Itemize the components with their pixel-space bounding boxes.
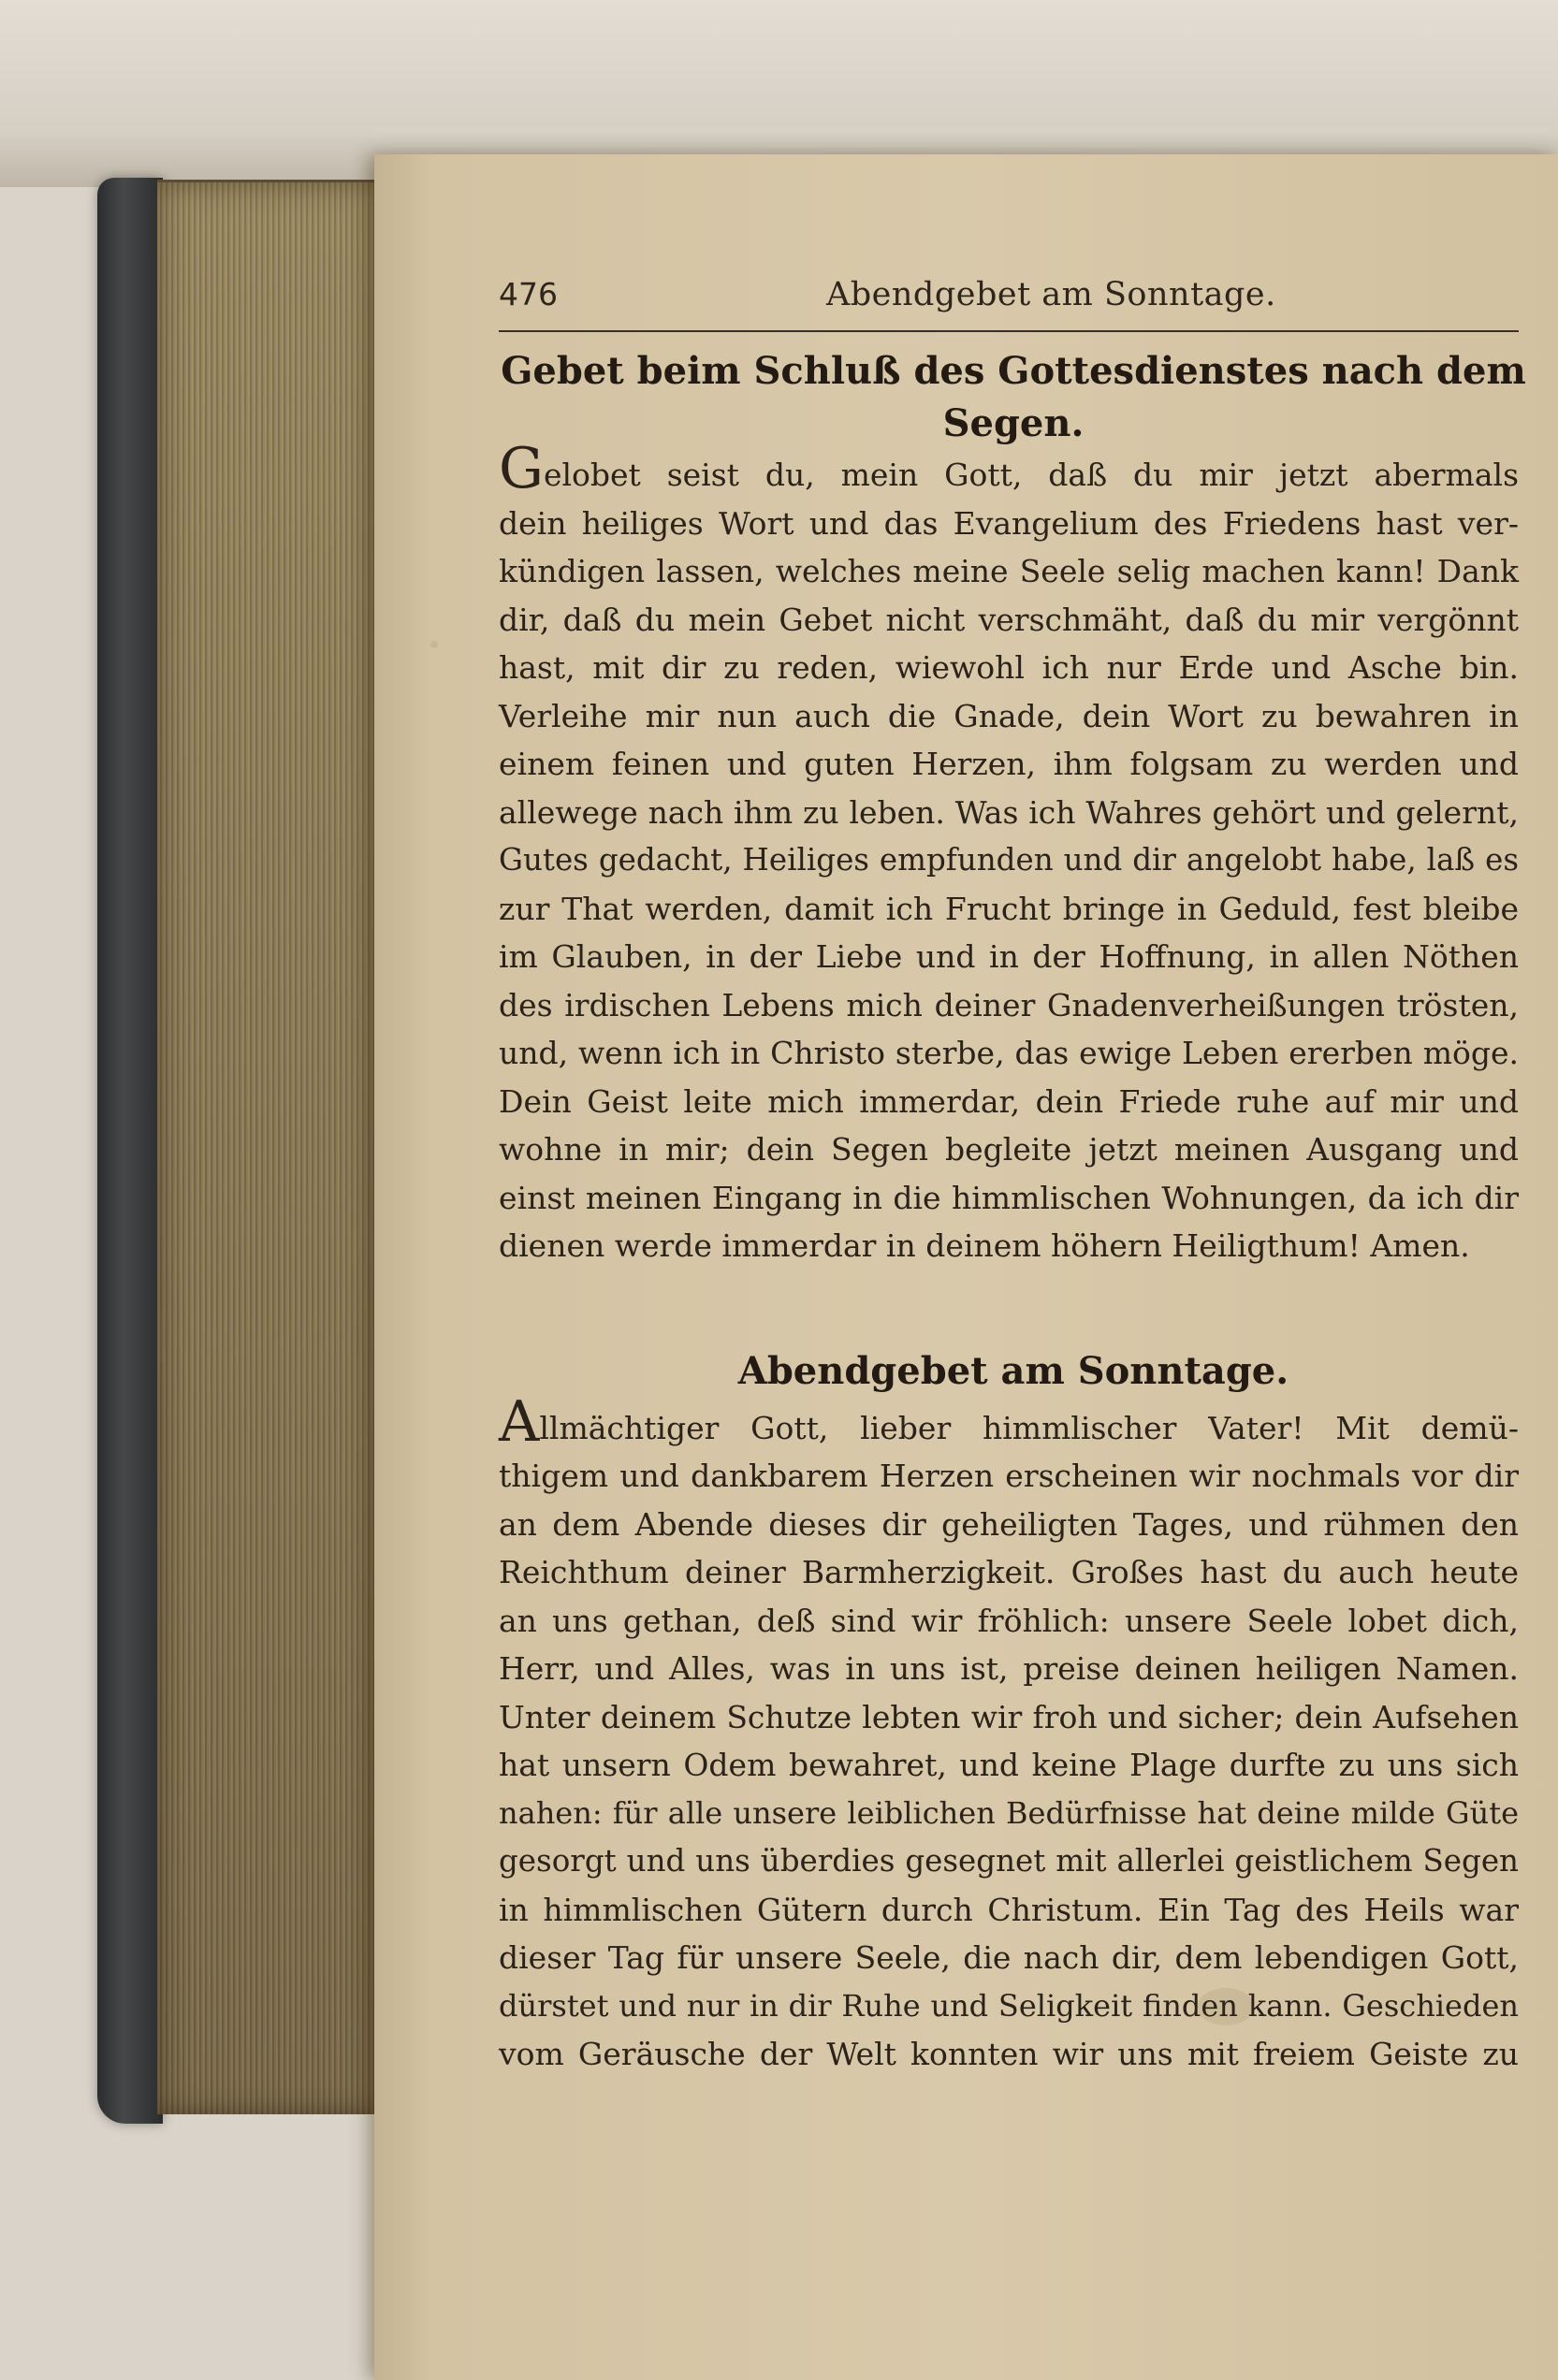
line-text: thigem und dankbarem Herzen erscheinen wir nochmals vor dir [499, 1458, 1519, 1494]
line-text: Gutes gedacht, Heiliges empfunden und dir angelobt habe, laß es [499, 842, 1519, 878]
text-line [499, 1029, 1519, 1078]
line-text: einem feinen und guten Herzen, ihm folgsam zu werden und [499, 746, 1519, 782]
running-head [499, 276, 1528, 323]
page-number: 476 [499, 276, 558, 312]
text-line [499, 1174, 1519, 1223]
line-text: wohne in mir; dein Segen begleite jetzt meinen Ausgang und [499, 1131, 1519, 1168]
heading-line-2: Segen. [942, 401, 1085, 445]
prayer-text-1 [499, 436, 1528, 1270]
text-line [499, 1645, 1519, 1693]
line-text: zur That werden, damit ich Frucht bringe in Geduld, fest bleibe [499, 890, 1519, 927]
text-line [499, 1222, 1519, 1270]
prayer-text-2 [499, 1388, 1528, 2079]
text-line [499, 1837, 1519, 1886]
text-line [499, 933, 1519, 981]
line-text: Herr, und Alles, was in uns ist, preise deinen heiligen Namen. [499, 1650, 1519, 1687]
line-text: elobet seist du, mein Gott, daß du mir jetzt abermals [543, 457, 1519, 493]
book-page [374, 154, 1558, 2380]
text-line [499, 1078, 1519, 1126]
line-text: kündigen lassen, welches meine Seele selig machen kann! Dank [499, 553, 1519, 589]
header-rule [499, 330, 1519, 332]
line-text: gesorgt und uns überdies gesegnet mit allerlei geistlichem Segen [499, 1843, 1519, 1879]
text-line [499, 1125, 1519, 1174]
text-line [499, 644, 1519, 692]
paper-spot [430, 641, 438, 648]
line-text: hat unsern Odem bewahret, und keine Plage durfte zu uns sich [499, 1747, 1519, 1783]
text-line [499, 1452, 1519, 1501]
line-text: dein heiliges Wort und das Evangelium des Friedens hast ver- [499, 504, 1519, 542]
heading-line-1: Gebet beim Schluß des Gottesdienstes nach dem [501, 349, 1526, 393]
line-text: im Glauben, in der Liebe und in der Hoffnung, in allen Nöthen [499, 938, 1519, 975]
text-line [499, 981, 1519, 1030]
text-line [499, 692, 1519, 741]
line-text: llmächtiger Gott, lieber himmlischer Vater! Mit demü- [539, 1409, 1519, 1446]
line-text: Reichthum deiner Barmherzigkeit. Großes hast du auch heute [499, 1554, 1519, 1590]
line-text: des irdischen Lebens mich deiner Gnadenverheißungen trösten, [499, 986, 1519, 1023]
line-text: vom Geräusche der Welt konnten wir uns mit freiem Geiste zu [499, 2036, 1519, 2072]
line-text: Verleihe mir nun auch die Gnade, dein Wort zu bewahren in [499, 697, 1519, 734]
text-line [499, 740, 1519, 789]
line-text: allewege nach ihm zu leben. Was ich Wahres gehört und gelernt, [499, 793, 1519, 831]
text-line [499, 596, 1519, 645]
text-line [499, 2030, 1519, 2079]
page-edges [157, 180, 382, 2114]
line-text: dienen werde immerdar in deinem höhern Heiligthum! Amen. [499, 1227, 1470, 1264]
text-line [499, 1693, 1519, 1742]
line-text: dieser Tag für unsere Seele, die nach dir, dem lebendigen Gott, [499, 1939, 1519, 1976]
initial-letter: G [499, 436, 544, 501]
line-text: dir, daß du mein Gebet nicht verschmäht, daß du mir vergönnt [499, 601, 1519, 638]
text-line [499, 1934, 1519, 1982]
line-text: Dein Geist leite mich immerdar, dein Friede ruhe auf mir und [499, 1082, 1519, 1120]
text-line [499, 1501, 1519, 1549]
text-line [499, 789, 1519, 837]
text-line [499, 836, 1519, 885]
initial-letter: A [499, 1388, 540, 1455]
page-content [499, 276, 1528, 2079]
line-text: in himmlischen Gütern durch Christum. Ein Tag des Heils war [499, 1891, 1519, 1928]
text-line [499, 1548, 1519, 1597]
line-text: hast, mit dir zu reden, wiewohl ich nur Erde und Asche bin. [499, 649, 1519, 686]
text-line [499, 500, 1519, 548]
text-line [499, 436, 1519, 501]
line-text: dürstet und nur in dir Ruhe und Seligkeit finden kann. Geschieden [499, 1987, 1519, 2024]
book-binding [97, 178, 163, 2124]
running-title: Abendgebet am Sonntage. [826, 276, 1276, 313]
text-line [499, 1982, 1519, 2031]
line-text: an uns gethan, deß sind wir fröhlich: unsere Seele lobet dich, [499, 1602, 1519, 1639]
text-line [499, 1886, 1519, 1935]
line-text: Unter deinem Schutze lebten wir froh und sicher; dein Aufsehen [499, 1698, 1519, 1735]
text-line [499, 1597, 1519, 1646]
line-text: an dem Abende dieses dir geheiligten Tages, und rühmen den [499, 1505, 1519, 1543]
text-line [499, 547, 1519, 596]
text-line [499, 1388, 1519, 1455]
line-text: einst meinen Eingang in die himmlischen Wohnungen, da ich dir [499, 1179, 1519, 1216]
text-line [499, 1741, 1519, 1790]
line-text: und, wenn ich in Christo sterbe, das ewige Leben ererben möge. [499, 1035, 1519, 1071]
text-line [499, 1790, 1519, 1838]
text-line [499, 885, 1519, 934]
line-text: nahen: für alle unsere leiblichen Bedürfnisse hat deine milde Güte [499, 1794, 1519, 1831]
section-heading-evening-prayer: Abendgebet am Sonntage. [737, 1348, 1289, 1393]
section-heading-prayer-end-service [499, 345, 1528, 450]
